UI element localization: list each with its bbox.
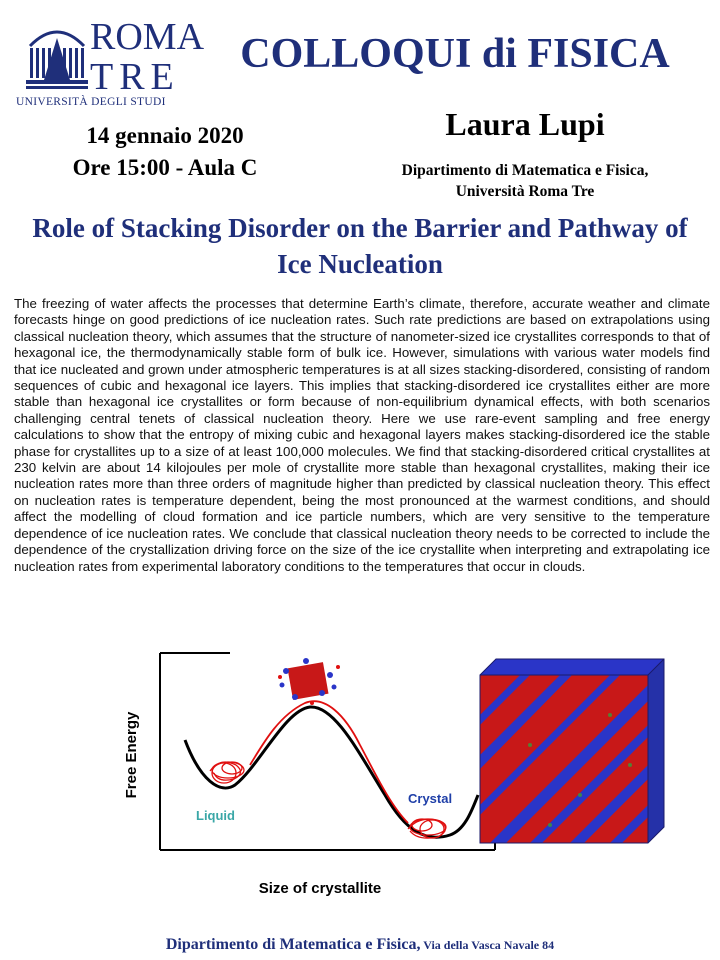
- talk-title: Role of Stacking Disorder on the Barrier and Pathway of Ice Nucleation: [32, 213, 688, 279]
- crystal-label: Crystal: [408, 791, 453, 806]
- footer-street: Via della Vasca Navale 84: [420, 938, 555, 952]
- footer-department: Dipartimento di Matematica e Fisica,: [165, 936, 421, 953]
- roma-tre-logo: [14, 14, 205, 110]
- abstract-text: The freezing of water affects the processes that determine Earth’s climate, therefore, accurate weather and climate forecasts hinge on good predictions of ice nucleation rates. Such rate predictions are based on extrapolations using classical nucleation theory, which assumes that the structure of nanometer-sized ice crystallites corresponds to that of hexagonal ice, the thermodynamically stable form of bulk ice. However, simulations with various water models find that ice nucleated and grown under atmospheric temperatures is at all sizes stacking-disordered, consisting of random sequences of cubic and hexagonal ice layers. This implies that stacking-disordered ice crystallites either are more stable than hexagonal ice crystallites or form because of non-equilibrium dynamical effects, with both scenarios challenging central tenets of classical nucleation theory. Here we use rare-event sampling and free energy calculations to show that the entropy of mixing cubic and hexagonal layers makes stacking-disordered ice the stable phase for crystallites up to a size of at least 100,000 molecules. We find that stacking-disordered critical crystallites at 230 kelvin are about 14 kilojoules per mole of crystallite more stable than hexagonal crystallites, making their ice nucleation rates more than three orders of magnitude higher than predicted by classical nucleation theory. This effect on nucleation rates is temperature dependent, being the most pronounced at the warmest conditions, and should affect the modelling of cloud formation and ice particle numbers, which are very sensitive to the temperature dependence of ice nucleation rates. We conclude that classical nucleation theory needs to be corrected to include the dependence of the crystallization driving force on the size of the ice crystallite when interpreting and extrapolating ice nucleation rates from experimental laboratory conditions to the temperatures that occur in clouds.: [14, 296, 710, 574]
- speaker-name: Laura Lupi: [445, 106, 605, 142]
- liquid-label: Liquid: [196, 808, 235, 823]
- footer-address: [0, 936, 720, 954]
- logo-tre-text: TRE: [90, 56, 180, 98]
- event-date: 14 gennaio 2020: [86, 123, 244, 148]
- event-time-room: Ore 15:00 - Aula C: [72, 155, 258, 180]
- logo-roma-text: ROMA: [90, 16, 205, 58]
- free-energy-figure: [110, 645, 710, 905]
- stacking-disordered-ice-cube: [480, 659, 664, 843]
- affiliation-department: Dipartimento di Matematica e Fisica,: [401, 162, 649, 179]
- nucleation-pathway: [250, 701, 408, 823]
- university-arch-icon: [26, 18, 88, 94]
- series-title: COLLOQUI di FISICA: [240, 31, 670, 77]
- date-time-block: [40, 120, 290, 184]
- logo-university-text: UNIVERSITÀ DEGLI STUDI: [16, 96, 166, 108]
- affiliation-university: Università Roma Tre: [455, 183, 595, 200]
- y-axis-label: Free Energy: [123, 711, 140, 799]
- free-energy-diagram: [123, 653, 495, 897]
- x-axis-label: Size of crystallite: [258, 880, 382, 897]
- crystal-cluster-icon: [408, 819, 446, 838]
- ice-nucleus-molecule-icon: [278, 658, 340, 705]
- speaker-affiliation: [345, 160, 705, 202]
